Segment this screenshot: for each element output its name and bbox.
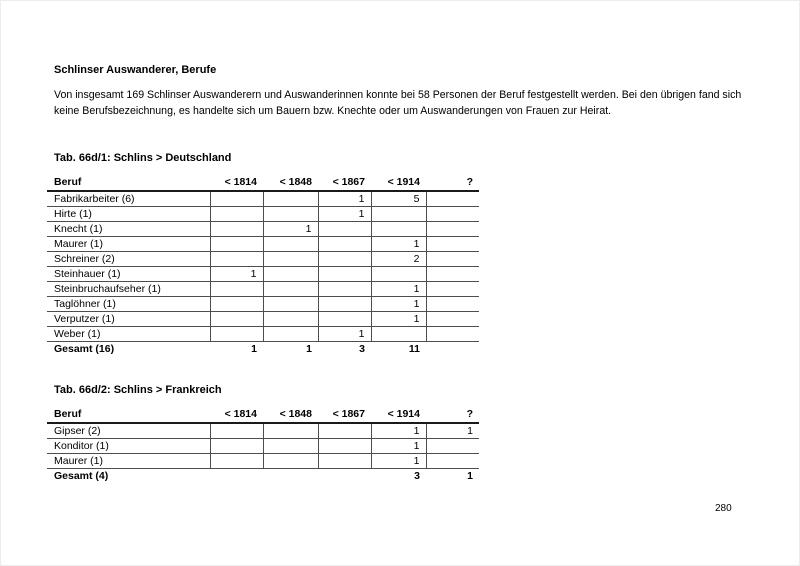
table-frankreich [47,406,479,484]
value-cell [318,222,371,237]
page-number: 280 [715,503,732,514]
table-section-deutschland [47,152,479,357]
table-row [47,267,479,282]
table-section-frankreich [47,384,479,484]
table-deutschland-title: Tab. 66d/1: Schlins > Deutschland [54,152,232,164]
value-cell: 1 [371,282,426,297]
column-header: < 1914 [371,406,426,423]
total-value-cell: 3 [414,470,420,482]
column-header: ? [426,174,479,191]
column-header: < 1867 [318,406,371,423]
total-value-cell [210,469,263,485]
value-cell: 1 [371,312,426,327]
table-row [47,222,479,237]
value-cell [263,454,318,469]
value-cell: 1 [371,423,426,439]
value-cell: 1 [371,237,426,252]
value-cell [426,297,479,312]
value-cell [210,454,263,469]
value-cell [318,454,371,469]
column-header: < 1848 [263,174,318,191]
value-cell [318,252,371,267]
value-cell: 2 [371,252,426,267]
beruf-cell: Steinhauer (1) [47,267,210,282]
value-cell [210,439,263,454]
value-cell [210,191,263,207]
value-cell: 1 [426,423,479,439]
total-value-cell: 11 [408,343,420,355]
beruf-cell: Maurer (1) [47,454,210,469]
intro-paragraph: Von insgesamt 169 Schlinser Auswanderern und Auswanderinnen konnte bei 58 Personen der Beruf festgestellt werden. Bei den übrigen fand sich keine Berufsbezeichnung, es handelte sich um Bauern bzw. Knechte oder um Auswanderungen von Frauen zur Heirat. [54,89,742,117]
table-row [47,282,479,297]
column-header: < 1814 [210,174,263,191]
value-cell [210,237,263,252]
total-value-cell [426,342,479,358]
total-value-cell: 3 [359,343,365,355]
value-cell [263,327,318,342]
beruf-cell: Steinbruchaufseher (1) [47,282,210,297]
table-row [47,191,479,207]
value-cell: 1 [318,191,371,207]
beruf-cell: Weber (1) [47,327,210,342]
value-cell: 1 [371,454,426,469]
value-cell [318,237,371,252]
value-cell [426,439,479,454]
column-header: ? [426,406,479,423]
value-cell [210,327,263,342]
column-header: Beruf [47,406,210,423]
table-row [47,312,479,327]
value-cell [210,282,263,297]
value-cell [210,312,263,327]
total-value-cell: 1 [467,470,473,482]
total-label-cell: Gesamt (16) [54,343,115,355]
value-cell [318,282,371,297]
value-cell [318,423,371,439]
table-frankreich-title: Tab. 66d/2: Schlins > Frankreich [54,384,222,396]
table-row [47,327,479,342]
value-cell [371,267,426,282]
value-cell: 1 [210,267,263,282]
value-cell [263,439,318,454]
value-cell [263,237,318,252]
value-cell [426,191,479,207]
value-cell [318,439,371,454]
value-cell [263,191,318,207]
column-header: < 1914 [371,174,426,191]
table-row [47,439,479,454]
column-header: < 1867 [318,174,371,191]
total-row [47,342,479,358]
beruf-cell: Taglöhner (1) [47,297,210,312]
value-cell [426,267,479,282]
total-value-cell: 1 [306,343,312,355]
table-row [47,252,479,267]
value-cell [426,282,479,297]
value-cell [371,222,426,237]
beruf-cell: Verputzer (1) [47,312,210,327]
value-cell [263,267,318,282]
value-cell [210,297,263,312]
table-row [47,454,479,469]
column-header: < 1848 [263,406,318,423]
value-cell: 1 [371,297,426,312]
value-cell [263,297,318,312]
table-row [47,207,479,222]
header-row [47,406,479,423]
value-cell [263,252,318,267]
page-title: Schlinser Auswanderer, Berufe [54,64,217,76]
value-cell: 5 [371,191,426,207]
beruf-cell: Schreiner (2) [47,252,210,267]
header-row [47,174,479,191]
value-cell [210,222,263,237]
total-label-cell: Gesamt (4) [54,470,109,482]
value-cell [210,252,263,267]
value-cell [426,252,479,267]
value-cell [426,222,479,237]
value-cell [426,454,479,469]
column-header: Beruf [47,174,210,191]
beruf-cell: Konditor (1) [47,439,210,454]
table-row [47,237,479,252]
value-cell: 1 [371,439,426,454]
value-cell [426,312,479,327]
value-cell [263,423,318,439]
beruf-cell: Maurer (1) [47,237,210,252]
beruf-cell: Fabrikarbeiter (6) [47,191,210,207]
value-cell [318,267,371,282]
value-cell [263,312,318,327]
table-row [47,423,479,439]
table-deutschland [47,174,479,357]
value-cell [426,237,479,252]
value-cell [371,327,426,342]
beruf-cell: Hirte (1) [47,207,210,222]
value-cell [371,207,426,222]
value-cell [318,312,371,327]
total-value-cell [263,469,318,485]
value-cell [263,207,318,222]
value-cell: 1 [263,222,318,237]
value-cell [426,207,479,222]
total-value-cell [318,469,371,485]
value-cell [263,282,318,297]
total-row [47,469,479,485]
table-row [47,297,479,312]
value-cell [318,297,371,312]
value-cell [210,207,263,222]
value-cell: 1 [318,207,371,222]
column-header: < 1814 [210,406,263,423]
beruf-cell: Knecht (1) [47,222,210,237]
beruf-cell: Gipser (2) [47,423,210,439]
value-cell [426,327,479,342]
value-cell [210,423,263,439]
value-cell: 1 [318,327,371,342]
total-value-cell: 1 [251,343,257,355]
